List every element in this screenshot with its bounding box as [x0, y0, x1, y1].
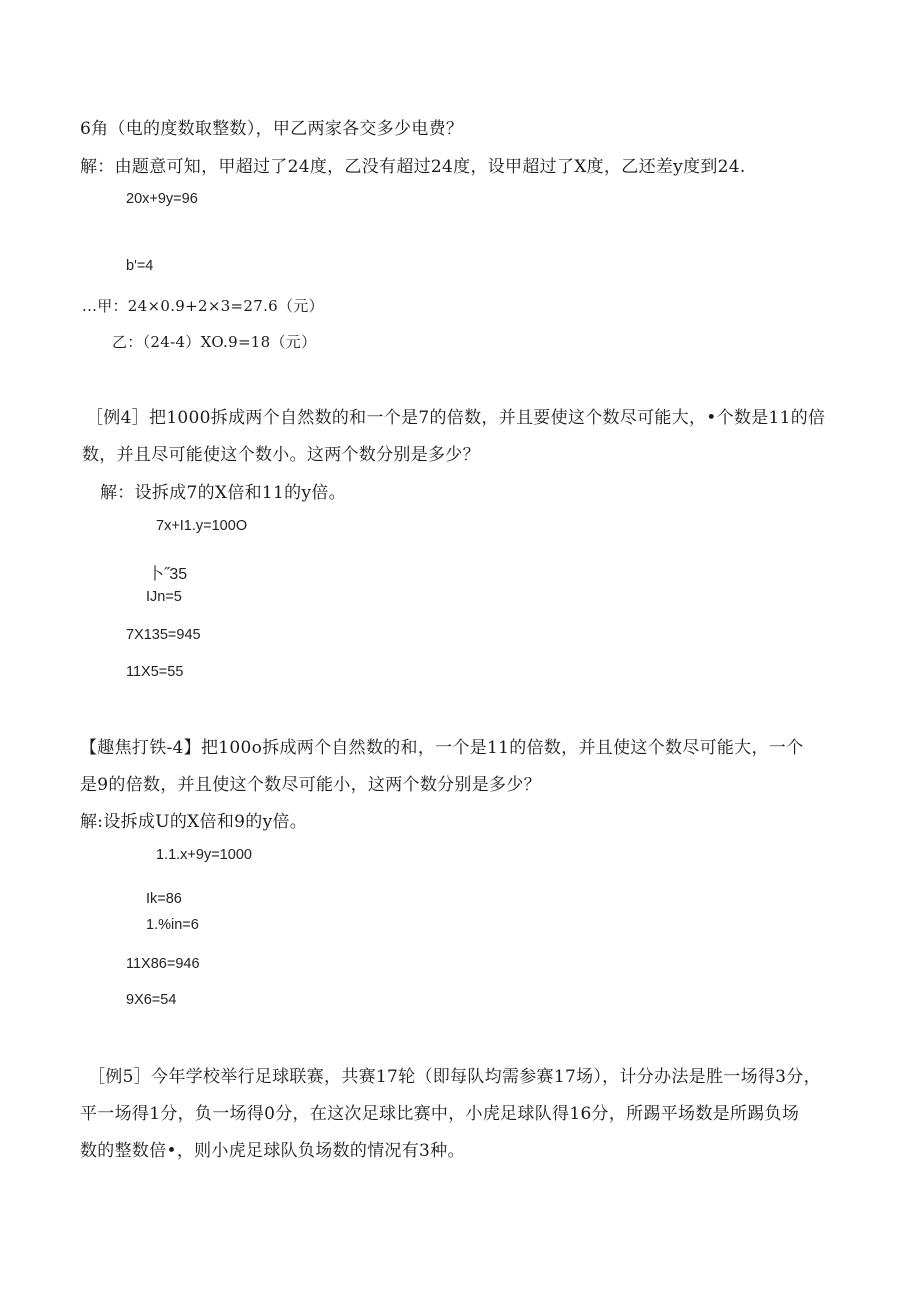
practice4-equation-5: 9X6=54 [126, 992, 177, 1008]
example4-equation-3: IJn=5 [146, 589, 182, 605]
example5-line-1: ［例5］今年学校举行足球联赛，共赛17轮（即每队均需参赛17场），计分办法是胜一场得3分， [88, 1067, 821, 1087]
practice4-line-1: 【趣焦打铁-4】把100o拆成两个自然数的和，一个是11的倍数，并且使这个数尽可能大，一个 [80, 738, 804, 758]
example4-line-2: 数，并且尽可能使这个数小。这两个数分别是多少？ [82, 445, 480, 465]
example5-line-2: 平一场得1分，负一场得0分，在这次足球比赛中，小虎足球队得16分，所踢平场数是所踢负场 [80, 1104, 800, 1124]
practice4-equation-2: Ik=86 [146, 891, 182, 907]
example4-equation-5: 11X5=55 [126, 664, 184, 680]
example4-solution: 解：设拆成7的X倍和11的y倍。 [100, 483, 346, 503]
problem3-equation-2: b'=4 [126, 258, 154, 274]
example4-line-1: ［例4］把1000拆成两个自然数的和一个是7的倍数，并且要使这个数尽可能大，•个数是11的倍 [86, 408, 826, 428]
problem3-solution: 解：由题意可知，甲超过了24度，乙没有超过24度，设甲超过了X度，乙还差y度到24. [80, 157, 746, 177]
practice4-equation-3: 1.%in=6 [146, 917, 199, 933]
problem3-continuation: 6角（电的度数取整数），甲乙两家各交多少电费？ [80, 119, 464, 139]
practice4-line-2: 是9的倍数，并且使这个数尽可能小，这两个数分别是多少？ [80, 775, 541, 795]
example5-line-3: 数的整数倍•，则小虎足球队负场数的情况有3种。 [80, 1141, 465, 1161]
example4-equation-4: 7X135=945 [126, 627, 201, 643]
problem3-equation-3: ...甲：24×0.9+2×3=27.6（元） [82, 297, 324, 315]
problem3-equation-1: 20x+9y=96 [126, 191, 198, 207]
problem3-equation-4: 乙：（24-4）XO.9=18（元） [112, 333, 317, 351]
example4-equation-1: 7x+I1.y=100O [156, 518, 248, 534]
example4-equation-2: 卜˝35 [148, 566, 188, 583]
practice4-equation-4: 11X86=946 [126, 956, 200, 972]
practice4-equation-1: 1.1.x+9y=1000 [156, 847, 252, 863]
practice4-solution: 解:设拆成U的X倍和9的y倍。 [80, 812, 308, 832]
